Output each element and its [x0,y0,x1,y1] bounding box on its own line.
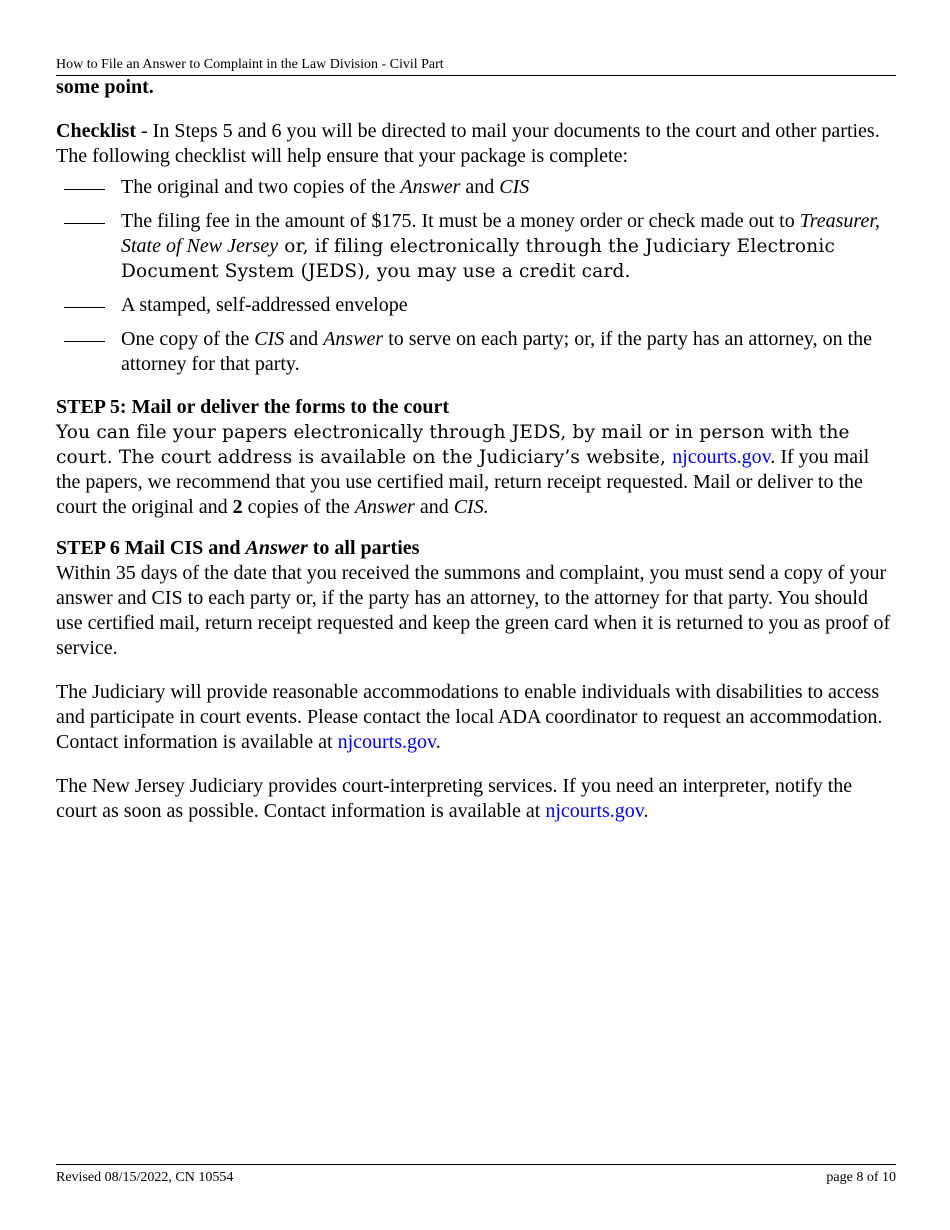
checklist-item-text: One copy of the CIS and Answer to serve on each party; or, if the party has an attorney, on the attorney for that party. [121,328,873,375]
checklist-item-text: The original and two copies of the Answer and CIS [121,176,530,198]
page-body [56,75,896,824]
step5-body: You can file your papers electronically through JEDS, by mail or in person with the court. The court address is available on the Judiciary’s website, njcourts.gov. If you mail the papers, we recommend that you use certified mail, return receipt requested. Mail or deliver to the court the original and 2 copies of the Answer and CIS. [56,422,870,518]
checklist [56,175,896,377]
checkbox-blank [56,175,121,200]
revision-info: Revised 08/15/2022, CN 10554 [56,1170,234,1185]
njcourts-link[interactable]: njcourts.gov [337,731,436,753]
checklist-intro-text: - In Steps 5 and 6 you will be directed to mail your documents to the court and other parties. The following checklist will help ensure that your package is complete: [56,120,880,167]
checklist-item [56,209,896,284]
page-number: page 8 of 10 [826,1170,896,1185]
interpreter-paragraph: The New Jersey Judiciary provides court-interpreting services. If you need an interpreter, notify the court as soon as possible. Contact information is available at njcourts.gov. [56,775,853,822]
checklist-item [56,327,896,377]
checkbox-blank [56,209,121,234]
checklist-item [56,175,896,200]
step5-heading: STEP 5: Mail or deliver the forms to the court [56,396,450,418]
step6-heading: STEP 6 Mail CIS and Answer to all parties [56,537,420,559]
checkbox-blank [56,293,121,318]
continued-bold-text: some point. [56,76,154,98]
running-title: How to File an Answer to Complaint in the Law Division - Civil Part [56,57,444,72]
page-footer [56,1164,896,1187]
running-header [56,56,896,76]
checklist-label: Checklist [56,120,136,142]
checklist-item-text: A stamped, self-addressed envelope [121,294,408,316]
checkbox-blank [56,327,121,352]
ada-paragraph: The Judiciary will provide reasonable accommodations to enable individuals with disabilities to access and participate in court events. Please contact the local ADA coordinator to request an accommodation. Contact information is available at njcourts.gov. [56,681,883,753]
njcourts-link[interactable]: njcourts.gov [545,800,644,822]
checklist-item [56,293,896,318]
checklist-item-text: The filing fee in the amount of $175. It must be a money order or check made out to Treasurer, State of New Jersey or, if filing electronically through the Judiciary Electronic Document System (JEDS), you may use a credit card. [121,210,880,282]
njcourts-link[interactable]: njcourts.gov [672,446,771,468]
continued-text [56,75,896,100]
checklist-intro [56,119,896,169]
step6-body: Within 35 days of the date that you received the summons and complaint, you must send a copy of your answer and CIS to each party or, if the party has an attorney, to the attorney for that party. You should use certified mail, return receipt requested and keep the green card when it is returned to you as proof of service. [56,562,891,659]
